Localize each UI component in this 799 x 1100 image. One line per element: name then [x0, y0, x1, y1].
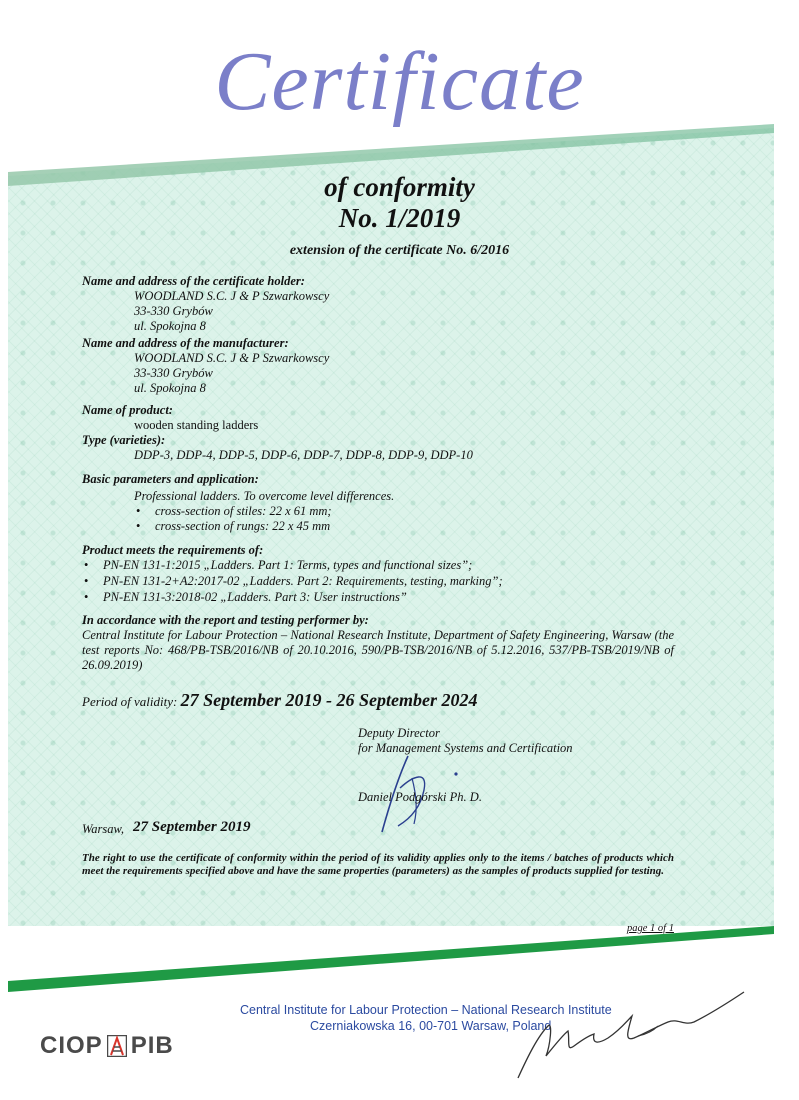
requirement-item: • PN-EN 131-1:2015 „Ladders. Part 1: Terms, types and functional sizes”;: [103, 558, 472, 573]
holder-line: 33-330 Grybów: [134, 304, 213, 318]
logo-text-left: CIOP: [40, 1032, 103, 1059]
manufacturer-line: 33-330 Grybów: [134, 366, 213, 380]
subtitle-conformity: of conformity: [324, 172, 475, 202]
footer-institute: Central Institute for Labour Protection – National Research Institute: [240, 1003, 612, 1017]
testing-text: Central Institute for Labour Protection – National Research Institute, Department of Safety Engineering, Warsaw (the test reports No: 468/PB-TSB/2016/NB of 20.10.2016, 590/PB-TSB/2016/NB of 5.12.2016, 537/PB-TSB/2019/NB of 26.09.2019): [82, 628, 674, 672]
issue-place: Warsaw,: [82, 822, 125, 836]
product-value: wooden standing ladders: [134, 418, 259, 432]
manufacturer-line: ul. Spokojna 8: [134, 381, 206, 395]
holder-label: Name and address of the certificate holder:: [82, 274, 305, 288]
parameters-description: Professional ladders. To overcome level differences.: [134, 489, 395, 503]
green-stripe: [8, 926, 774, 992]
signatory-title: for Management Systems and Certification: [358, 741, 573, 755]
parameter-item: • cross-section of stiles: 22 x 61 mm;: [155, 504, 332, 519]
ciop-pib-logo: [40, 1034, 174, 1058]
page-number: page 1 of 1: [627, 923, 674, 934]
validity-row: [82, 690, 478, 711]
requirement-item: • PN-EN 131-2+A2:2017-02 „Ladders. Part 2: Requirements, testing, marking”;: [103, 574, 503, 589]
parameters-label: Basic parameters and application:: [82, 472, 259, 486]
logo-text-right: PIB: [130, 1032, 174, 1059]
type-label: Type (varieties):: [82, 433, 166, 447]
issue-date: 27 September 2019: [133, 819, 251, 835]
manufacturer-line: WOODLAND S.C. J & P Szwarkowscy: [134, 351, 330, 365]
certificate-number: No. 1/2019: [338, 203, 461, 233]
validity-dates: 27 September 2019 - 26 September 2024: [180, 690, 478, 710]
holder-line: WOODLAND S.C. J & P Szwarkowscy: [134, 289, 330, 303]
validity-label: Period of validity:: [82, 694, 178, 709]
requirement-item: • PN-EN 131-3:2018-02 „Ladders. Part 3: User instructions”: [103, 590, 407, 605]
ladder-logo-icon: [107, 1035, 127, 1057]
type-value: DDP-3, DDP-4, DDP-5, DDP-6, DDP-7, DDP-8, DDP-9, DDP-10: [134, 448, 473, 462]
signatory-name: Daniel Podgórski Ph. D.: [358, 790, 482, 804]
manufacturer-label: Name and address of the manufacturer:: [82, 336, 289, 350]
footer-signature: [508, 986, 758, 1086]
signatory-title: Deputy Director: [358, 726, 440, 740]
requirements-label: Product meets the requirements of:: [82, 543, 264, 557]
extension-note: extension of the certificate No. 6/2016: [289, 243, 510, 258]
usage-notice: The right to use the certificate of conformity within the period of its validity applies only to the items / batches of products which meet the requirements specified above and have the same properties (parameters) as the samples of products supplied for testing.: [82, 852, 674, 877]
footer-address: Czerniakowska 16, 00-701 Warsaw, Poland: [310, 1019, 552, 1033]
holder-line: ul. Spokojna 8: [134, 319, 206, 333]
product-label: Name of product:: [82, 403, 173, 417]
parameter-item: • cross-section of rungs: 22 x 45 mm: [155, 519, 330, 534]
certificate-title: Certificate: [214, 35, 585, 128]
testing-label: In accordance with the report and testing performer by:: [82, 613, 369, 627]
